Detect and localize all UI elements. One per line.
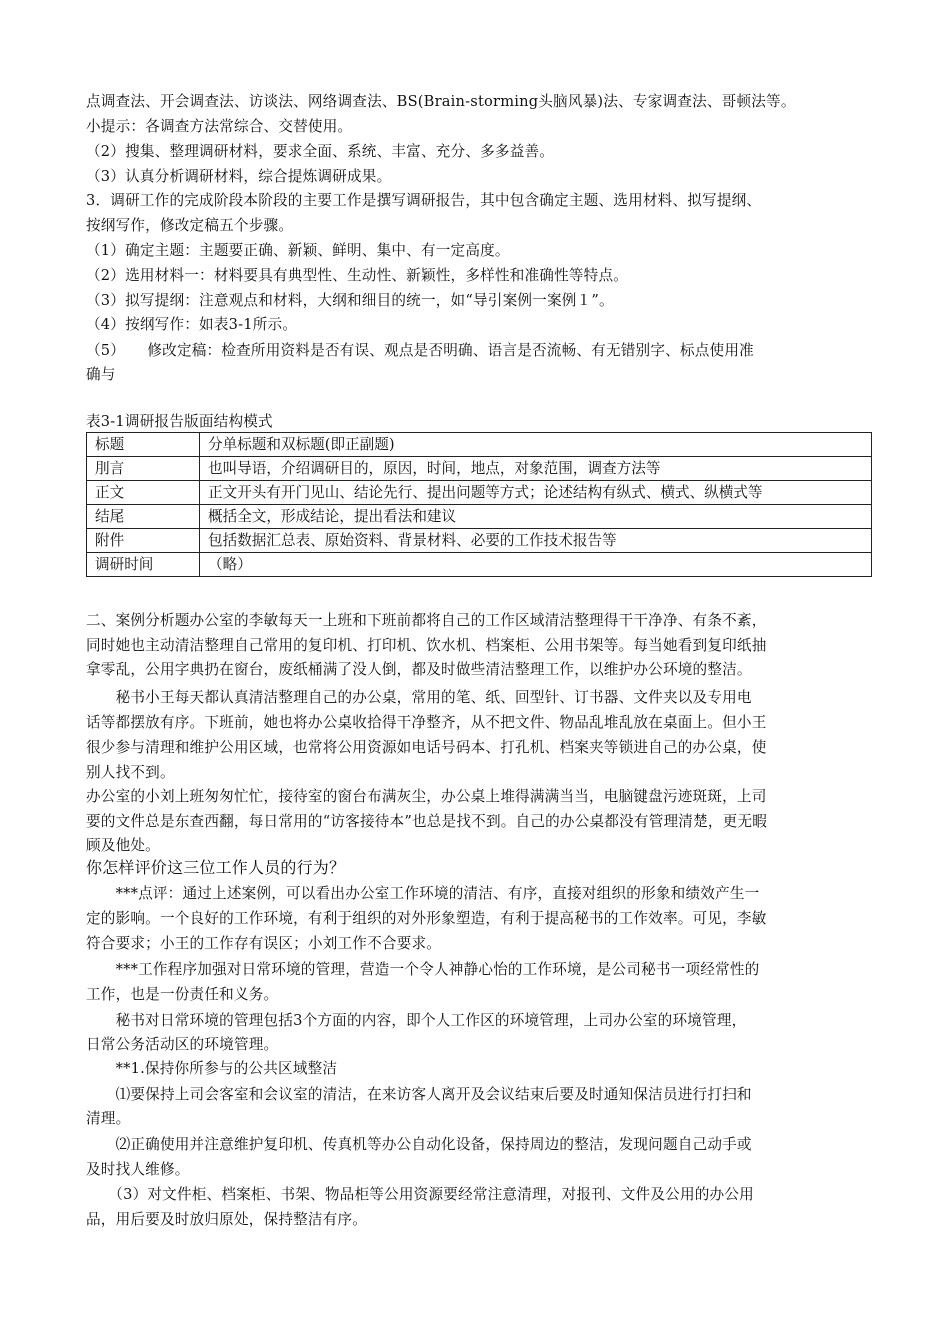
text-line: 要的文件总是东查西翻，每日常用的“访客接待本”也总是找不到。自己的办公桌都没有管理清楚，更无暇 bbox=[86, 813, 768, 830]
text-line: （3）认真分析调研材料，综合提炼调研成果。 bbox=[86, 168, 392, 185]
structure-table bbox=[86, 432, 872, 577]
text-line: 点调查法、开会调查法、访谈法、网络调查法、BS(Brain-storming头脑风暴)法、专家调查法、哥顿法等。 bbox=[86, 93, 796, 110]
text-line: 定的影响。一个良好的工作环境，有利于组织的对外形象塑造，有利于提高秘书的工作效率。可见，李敏 bbox=[86, 910, 767, 927]
text-line: 话等都摆放有序。下班前，她也将办公桌收拾得干净整齐，从不把文件、物品乱堆乱放在桌面上。但小王 bbox=[86, 714, 767, 731]
text-line: 拿零乱，公用字典扔在窗台，废纸桶满了没人倒，都及时做些清洁整理工作，以维护办公环境的整洁。 bbox=[86, 661, 752, 678]
text-line: 很少参与清理和维护公用区域，也常将公用资源如电话号码本、打孔机、档案夹等锁进自己的办公桌，使 bbox=[86, 739, 767, 756]
text-line: ***工作程序加强对日常环境的管理，营造一个令人神静心怡的工作环境，是公司秘书一项经常性的 bbox=[86, 961, 760, 978]
text-line: **1.保持你所参与的公共区域整洁 bbox=[86, 1060, 338, 1077]
table-cell: 结尾 bbox=[87, 505, 200, 529]
text-line: 3．调研工作的完成阶段本阶段的主要工作是撰写调研报告，其中包含确定主题、选用材料、拟写提纲、 bbox=[86, 192, 762, 209]
table-row bbox=[87, 457, 872, 481]
text-line: 办公室的小刘上班匆匆忙忙，接待室的窗台布满灰尘，办公桌上堆得满满当当，电脑键盘污迹斑斑，上司 bbox=[86, 788, 767, 805]
text-line: 确与 bbox=[86, 366, 116, 383]
text-line: （3）拟写提纲：注意观点和材料，大纲和细目的统一，如“导引案例一案例１”。 bbox=[86, 292, 614, 309]
table-cell: 包括数据汇总表、原始资料、背景材料、必要的工作技术报告等 bbox=[200, 529, 872, 553]
table-row bbox=[87, 553, 872, 577]
text-line: 秘书小王每天都认真清洁整理自己的办公桌，常用的笔、纸、回型针、订书器、文件夹以及专用电 bbox=[86, 689, 752, 706]
text-line: 同时她也主动清洁整理自己常用的复印机、打印机、饮水机、档案柜、公用书架等。每当她看到复印纸抽 bbox=[86, 637, 767, 654]
text-line: （4）按纲写作：如表3-1所示。 bbox=[86, 316, 298, 333]
table-cell: 刖言 bbox=[87, 457, 200, 481]
text-line: （2）搜集、整理调研材料，要求全面、系统、丰富、充分、多多益善。 bbox=[86, 143, 555, 160]
text-line: 符合要求；小王的工作存有误区；小刘工作不合要求。 bbox=[86, 935, 442, 952]
text-line: 秘书对日常环境的管理包括3个方面的内容，即个人工作区的环境管理，上司办公室的环境管理， bbox=[86, 1012, 747, 1029]
text-line: ⑴要保持上司会客室和会议室的清洁，在来访客人离开及会议结束后要及时通知保洁员进行打扫和 bbox=[86, 1086, 752, 1103]
text-line: 及时找人维修。 bbox=[86, 1161, 190, 1178]
table-cell: 概括全文，形成结论，提出看法和建议 bbox=[200, 505, 872, 529]
table-cell: 分单标题和双标题(即正副题) bbox=[200, 433, 872, 457]
text-line: （3）对文件柜、档案柜、书架、物品柜等公用资源要经常注意清理，对报刊、文件及公用的办公用 bbox=[86, 1186, 754, 1203]
text-line: 别人找不到。 bbox=[86, 764, 175, 781]
table-cell: （略） bbox=[200, 553, 872, 577]
text-line: 清理。 bbox=[86, 1110, 131, 1127]
table-cell: 标题 bbox=[87, 433, 200, 457]
text-line: ⑵正确使用并注意维护复印机、传真机等办公自动化设备，保持周边的整洁，发现问题自己动手或 bbox=[86, 1136, 752, 1153]
text-line: （1）确定主题：主题要正确、新颖、鲜明、集中、有一定高度。 bbox=[86, 242, 510, 259]
text-line: 品，用后要及时放归原处，保持整洁有序。 bbox=[86, 1211, 368, 1228]
table-cell: 正文 bbox=[87, 481, 200, 505]
text-line: 二、案例分析题办公室的李敏每天一上班和下班前都将自己的工作区域清洁整理得干干净净、有条不紊， bbox=[86, 612, 767, 629]
text-line: 日常公务活动区的环境管理。 bbox=[86, 1036, 279, 1053]
text-line: ***点评：通过上述案例，可以看出办公室工作环境的清洁、有序，直接对组织的形象和绩效产生一 bbox=[86, 885, 760, 902]
table-cell: 调研时间 bbox=[87, 553, 200, 577]
text-line: 按纲写作，修改定稿五个步骤。 bbox=[86, 217, 294, 234]
table-cell: 正文开头有开门见山、结论先行、提出问题等方式；论述结构有纵式、横式、纵横式等 bbox=[200, 481, 872, 505]
text-line: （5） 修改定稿：检查所用资料是否有误、观点是否明确、语言是否流畅、有无错别字、标点使用准 bbox=[86, 342, 754, 359]
table-row bbox=[87, 481, 872, 505]
text-line: 工作，也是一份责任和义务。 bbox=[86, 986, 279, 1003]
text-line: 顾及他处。 bbox=[86, 837, 160, 854]
table-row bbox=[87, 529, 872, 553]
question-heading: 你怎样评价这三位工作人员的行为？ bbox=[86, 858, 346, 877]
text-line: （2）选用材料一：材料要具有典型性、生动性、新颖性，多样性和准确性等特点。 bbox=[86, 267, 629, 284]
table-cell: 附件 bbox=[87, 529, 200, 553]
table-cell: 也叫导语，介绍调研目的，原因，时间，地点，对象范围，调查方法等 bbox=[200, 457, 872, 481]
table-caption: 表3-1调研报告版面结构模式 bbox=[86, 413, 273, 430]
table-row bbox=[87, 505, 872, 529]
table-row bbox=[87, 433, 872, 457]
text-line: 小提示：各调查方法常综合、交替使用。 bbox=[86, 118, 353, 135]
